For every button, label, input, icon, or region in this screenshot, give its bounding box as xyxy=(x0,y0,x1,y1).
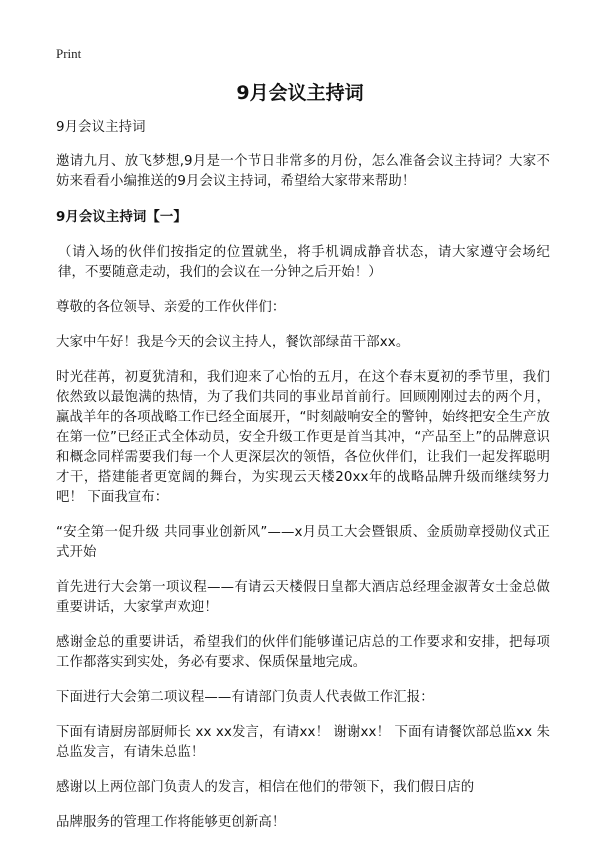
print-link[interactable]: Print xyxy=(56,46,82,61)
document-body xyxy=(56,118,550,846)
section-heading: 9月会议主持词【一】 xyxy=(56,210,187,225)
paragraph-agenda-one: 首先进行大会第一项议程——有请云天楼假日皇都大酒店总经理金淑菁女士金总做重要讲话，大家掌声欢迎！ xyxy=(56,580,550,615)
paragraph-closing-line: 品牌服务的管理工作将能够更创新高！ xyxy=(56,815,286,830)
document-subtitle: 9月会议主持词 xyxy=(56,120,146,135)
paragraph-thanks-departments: 感谢以上两位部门负责人的发言，相信在他们的带领下，我们假日店的 xyxy=(56,780,475,795)
paragraph-meeting-theme: “安全第一促升级 共同事业创新风”——x月员工大会暨银质、金质勋章授勋仪式正式开始 xyxy=(56,525,550,560)
intro-paragraph: 邀请九月、放飞梦想,9月是一个节日非常多的月份，怎么准备会议主持词？大家不妨来看看小编推送的9月会议主持词，希望给大家带来帮助！ xyxy=(56,154,550,189)
paragraph-greeting: 尊敬的各位领导、亲爱的工作伙伴们： xyxy=(56,300,286,315)
paragraph-opening-speech: 时光荏苒，初夏犹清和，我们迎来了心怡的五月，在这个春末夏初的季节里，我们依然致以最饱满的热情，为了我们共同的事业昂首前行。回顾刚刚过去的两个月，赢战羊年的各项战略工作已经全面展开，“时刻敲响安全的警钟，始终把安全生产放在第一位”已经正式全体动员，安全升级工作更是首当其冲，“产品至上”的品牌意识和概念同样需要我们每一个人更深层次的领悟，各位伙伴们，让我们一起发挥聪明才干，搭建能者更宽阔的舞台，为实现云天楼20xx年的战略品牌升级而继续努力吧！ 下面我宣布： xyxy=(56,370,550,505)
paragraph-agenda-two: 下面进行大会第二项议程——有请部门负责人代表做工作汇报： xyxy=(56,690,434,705)
page-title: 9月会议主持词 xyxy=(236,82,364,104)
paragraph-seating-note: （请入场的伙伴们按指定的位置就坐，将手机调成静音状态，请大家遵守会场纪律，不要随意走动，我们的会议在一分钟之后开始！） xyxy=(58,245,550,280)
paragraph-host-intro: 大家中午好！我是今天的会议主持人，餐饮部绿苗干部xx。 xyxy=(56,335,410,350)
paragraph-thanks-gm: 感谢金总的重要讲话，希望我们的伙伴们能够谨记店总的工作要求和安排，把每项工作都落实到实处，务必有要求、保质保量地完成。 xyxy=(56,635,550,670)
paragraph-department-speakers: 下面有请厨房部厨师长 xx xx发言，有请xx！ 谢谢xx！ 下面有请餐饮部总监xx 朱总监发言，有请朱总监！ xyxy=(56,725,550,760)
